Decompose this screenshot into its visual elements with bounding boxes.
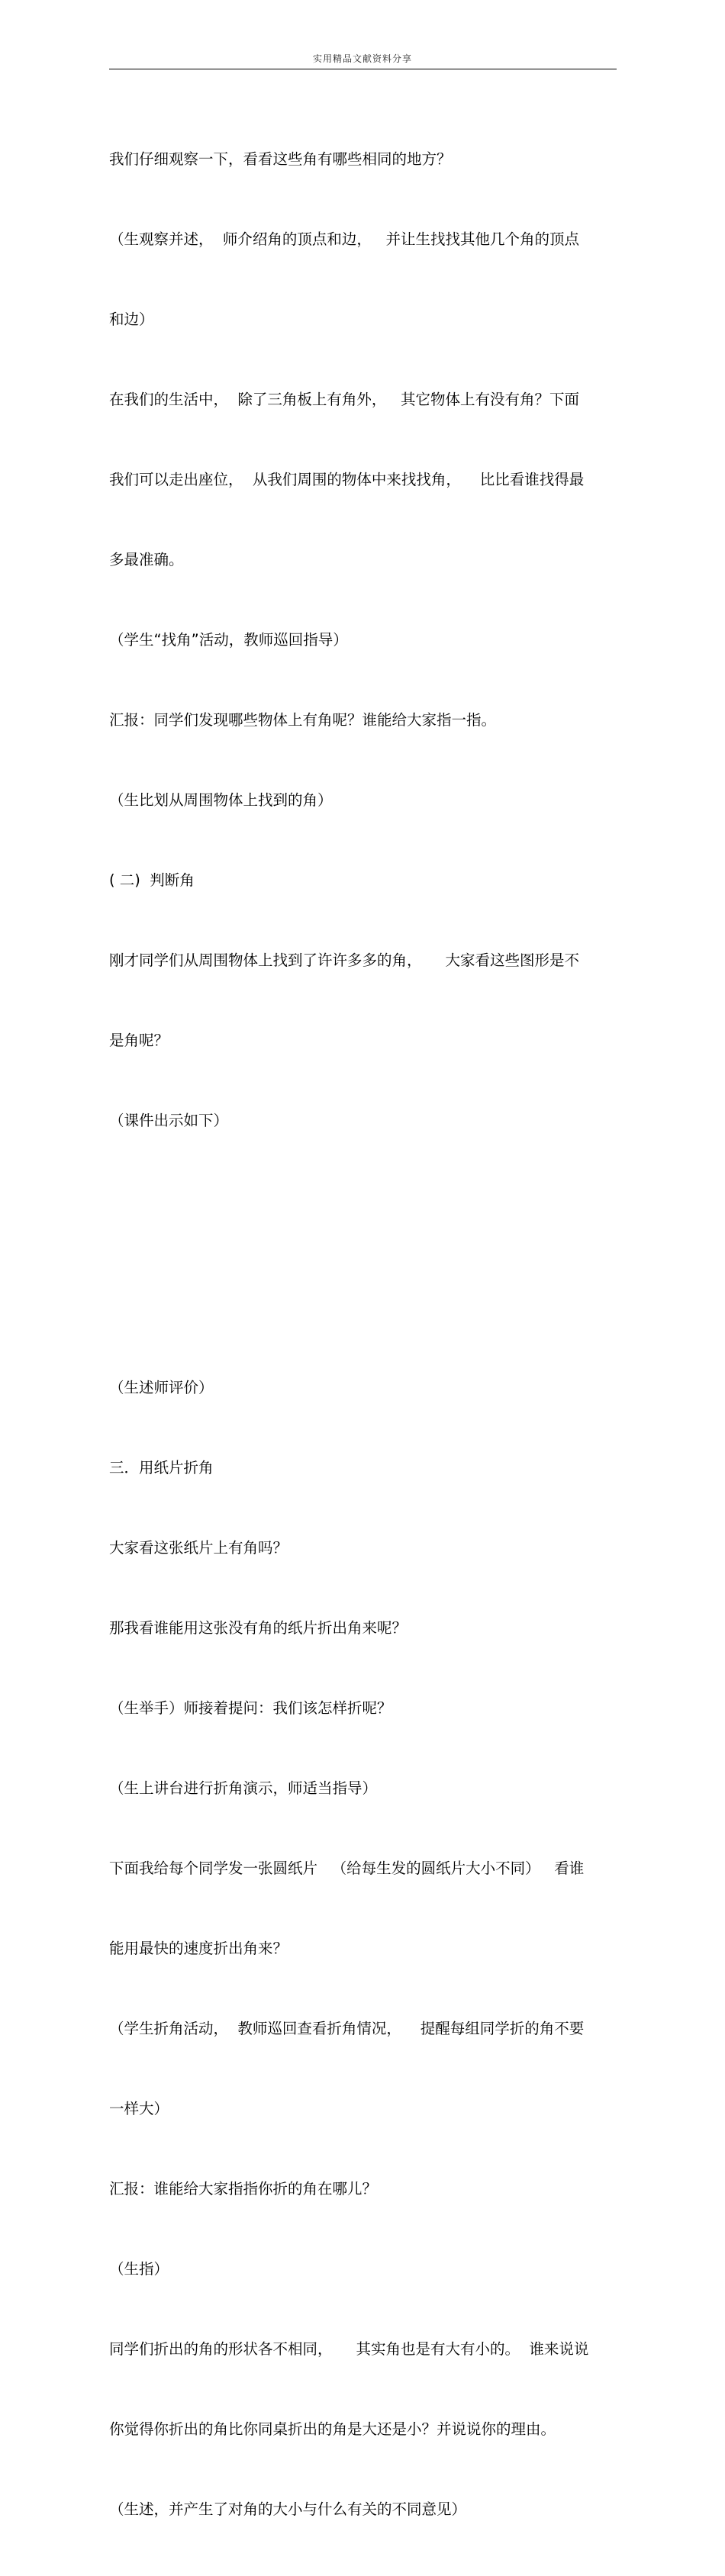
paragraph-line: 一样大） xyxy=(109,2100,169,2117)
section-heading: ( 二) 判断角 xyxy=(109,871,195,889)
paragraph-line: 多最准确。 xyxy=(109,551,184,568)
paragraph-line: 你觉得你折出的角比你同桌折出的角是大还是小？并说说你的理由。 xyxy=(109,2420,556,2438)
paragraph-line: 汇报：同学们发现哪些物体上有角呢？谁能给大家指一指。 xyxy=(109,711,497,729)
blank-figure-area xyxy=(109,1214,617,1294)
paragraph-line: 那我看谁能用这张没有角的纸片折出角来呢？ xyxy=(109,1619,408,1637)
page-header-title: 实用精品文献资料分享 xyxy=(312,53,412,64)
paragraph-line: （生上讲台进行折角演示，师适当指导） xyxy=(109,1779,378,1797)
paragraph-line: 在我们的生活中， 除了三角板上有角外， 其它物体上有没有角？下面 xyxy=(109,391,579,408)
paragraph-line: 汇报：谁能给大家指指你折的角在哪儿？ xyxy=(109,2180,378,2198)
paragraph-line: 是角呢？ xyxy=(109,1032,169,1049)
paragraph-line: 我们仔细观察一下，看看这些角有哪些相同的地方？ xyxy=(109,150,452,168)
paragraph-line: （生述，并产生了对角的大小与什么有关的不同意见） xyxy=(109,2500,467,2518)
paragraph-line: 刚才同学们从周围物体上找到了许许多多的角， 大家看这些图形是不 xyxy=(109,952,579,969)
document-body xyxy=(109,92,617,2576)
paragraph-line: （生比划从周围物体上找到的角） xyxy=(109,791,333,809)
paragraph-line: 能用最快的速度折出角来？ xyxy=(109,1940,288,1957)
paragraph-line: （生观察并述， 师介绍角的顶点和边， 并让生找找其他几个角的顶点 xyxy=(109,230,579,248)
paragraph-line: （生举手）师接着提问：我们该怎样折呢？ xyxy=(109,1699,392,1717)
paragraph-line: （学生折角活动， 教师巡回查看折角情况， 提醒每组同学折的角不要 xyxy=(109,2020,585,2037)
paragraph-line: （学生“找角”活动，教师巡回指导） xyxy=(109,631,348,649)
paragraph-line: 我们可以走出座位， 从我们周围的物体中来找找角， 比比看谁找得最 xyxy=(109,471,585,488)
section-heading: 三．用纸片折角 xyxy=(109,1459,214,1476)
paragraph-line: 下面我给每个同学发一张圆纸片 （给每生发的圆纸片大小不同） 看谁 xyxy=(109,1860,585,1877)
paragraph-line: （课件出示如下） xyxy=(109,1112,229,1129)
paragraph-line: （生指） xyxy=(109,2260,169,2278)
paragraph-line: （生述师评价） xyxy=(109,1379,214,1396)
paragraph-line: 和边） xyxy=(109,311,154,328)
paragraph-line: 大家看这张纸片上有角吗？ xyxy=(109,1539,288,1557)
paragraph-line: 同学们折出的角的形状各不相同， 其实角也是有大有小的。 谁来说说 xyxy=(109,2340,589,2358)
